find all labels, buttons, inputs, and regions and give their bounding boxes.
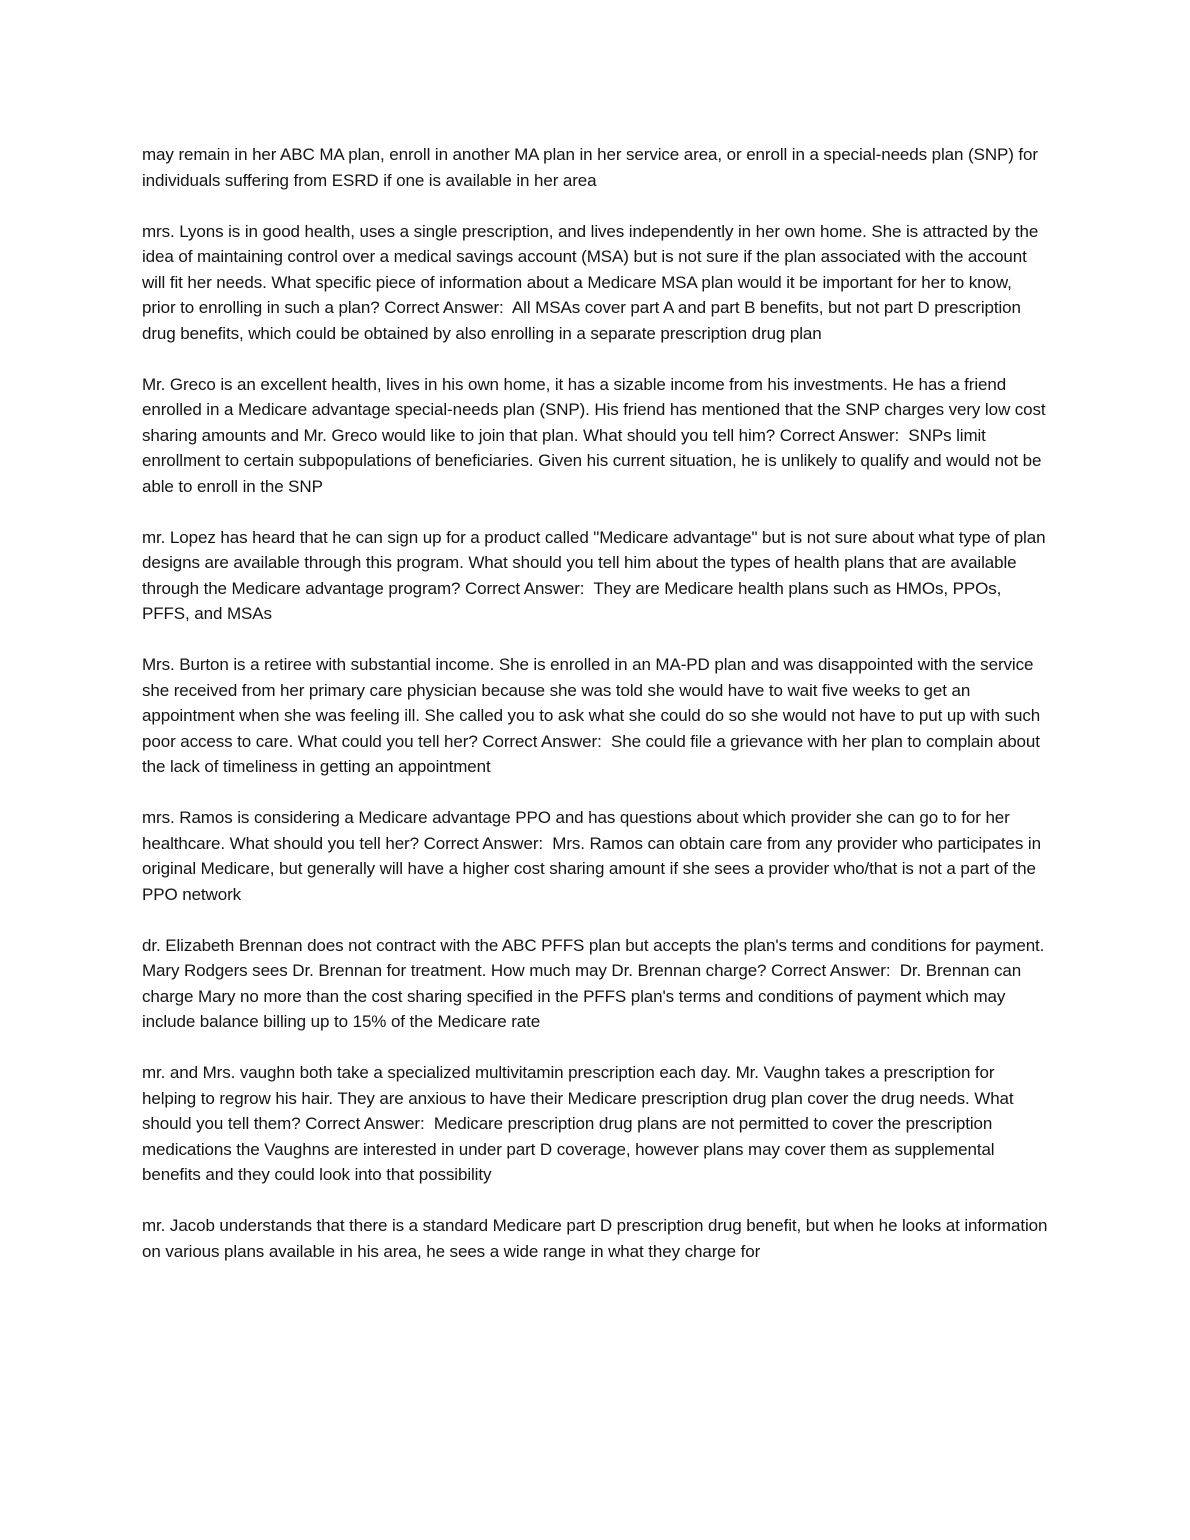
- paragraph-mrs-lyons-msa: mrs. Lyons is in good health, uses a single prescription, and lives independently in her own home. She is attracted by the idea of maintaining control over a medical savings account (MSA) but is not sure if the plan associated with the account will fit her needs. What specific piece of information about a Medicare MSA plan would it be important for her to know, prior to enrolling in such a plan? Correct Answer: All MSAs cover part A and part B benefits, but not part D prescription drug benefits, which could be obtained by also enrolling in a separate prescription drug plan: [142, 221, 1043, 343]
- paragraph-vaughn-prescriptions: mr. and Mrs. vaughn both take a specialized multivitamin prescription each day. Mr. Vaughn takes a prescription for helping to regrow his hair. They are anxious to have their Medicare prescription drug plan cover the drug needs. What should you tell them? Correct Answer: Medicare prescription drug plans are not permitted to cover the prescription medications the Vaughns are interested in under part D coverage, however plans may cover them as supplemental benefits and they could look into that possibility: [142, 1063, 1019, 1184]
- paragraph-mr-lopez-plan-types: mr. Lopez has heard that he can sign up for a product called "Medicare advantage" but is not sure about what type of plan designs are available through this program. What should you tell him about the types of health plans that are available through the Medicare advantage program? Correct Answer: They are Medicare health plans such as HMOs, PPOs, PFFS, and MSAs: [142, 527, 1051, 623]
- paragraph-mrs-burton-grievance: Mrs. Burton is a retiree with substantial income. She is enrolled in an MA-PD plan and was disappointed with the service she received from her primary care physician because she was told she would have to wait five weeks to get an appointment when she was feeling ill. She called you to ask what she could do so she would not have to put up with such poor access to care. What could you tell her? Correct Answer: She could file a grievance with her plan to complain about the lack of timeliness in getting an appointment: [142, 655, 1045, 776]
- document-text-body: [142, 142, 1052, 1264]
- paragraph-mr-jacob-part-d: mr. Jacob understands that there is a standard Medicare part D prescription drug benefit, but when he looks at information on various plans available in his area, he sees a wide range in what they charge for: [142, 1216, 1052, 1261]
- paragraph-esrd-plan-options: may remain in her ABC MA plan, enroll in another MA plan in her service area, or enroll in a special-needs plan (SNP) for individuals suffering from ESRD if one is available in her area: [142, 145, 1043, 190]
- paragraph-mrs-ramos-ppo: mrs. Ramos is considering a Medicare advantage PPO and has questions about which provider she can go to for her healthcare. What should you tell her? Correct Answer: Mrs. Ramos can obtain care from any provider who participates in original Medicare, but generally will have a higher cost sharing amount if she sees a provider who/that is not a part of the PPO network: [142, 808, 1046, 904]
- paragraph-mr-greco-snp: Mr. Greco is an excellent health, lives in his own home, it has a sizable income from his investments. He has a friend enrolled in a Medicare advantage special-needs plan (SNP). His friend has mentioned that the SNP charges very low cost sharing amounts and Mr. Greco would like to join that plan. What should you tell him? Correct Answer: SNPs limit enrollment to certain subpopulations of beneficiaries. Given his current situation, he is unlikely to qualify and would not be able to enroll in the SNP: [142, 374, 1051, 496]
- paragraph-dr-brennan-pffs: dr. Elizabeth Brennan does not contract with the ABC PFFS plan but accepts the plan's terms and conditions for payment. Mary Rodgers sees Dr. Brennan for treatment. How much may Dr. Brennan charge? Correct Answer: Dr. Brennan can charge Mary no more than the cost sharing specified in the PFFS plan's terms and conditions of payment which may include balance billing up to 15% of the Medicare rate: [142, 935, 1049, 1031]
